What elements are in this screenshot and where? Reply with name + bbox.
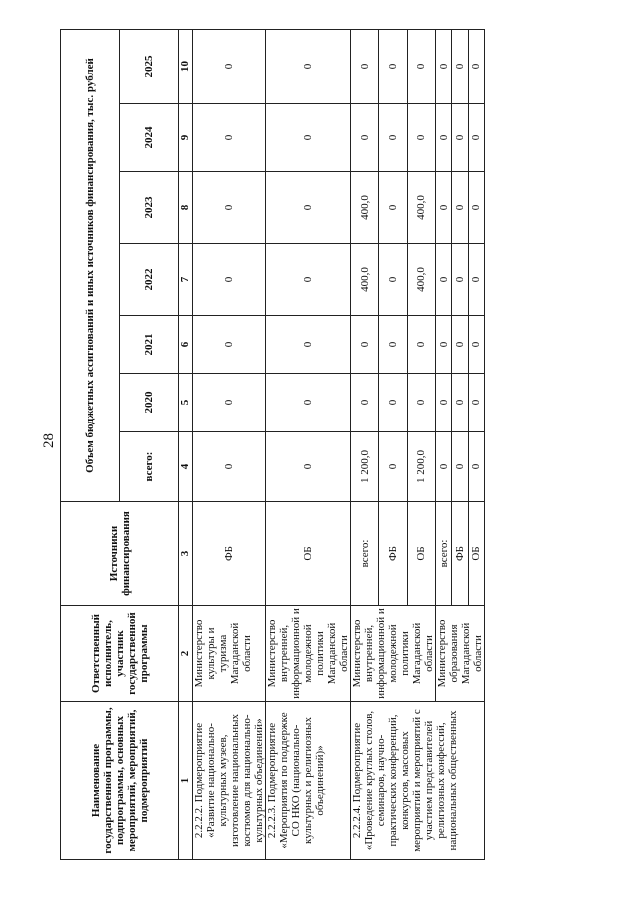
- table-row-name: 2.2.2.4. Подмероприятие «Проведение круглых столов, семинаров, научно-практических конференций, конкурсов, массовых мероприятий и мероприятий с участием представителей религиозных конфессий, национальных общественных: [351, 702, 485, 860]
- table-cell: 0: [452, 172, 468, 244]
- table-cell: 0: [407, 316, 435, 374]
- table-cell: 0: [468, 29, 484, 103]
- column-number: 6: [179, 316, 193, 374]
- header-year: 2025: [120, 29, 179, 103]
- table-row-source: ФБ: [193, 502, 266, 606]
- table-row-executor: Министерство образования Магаданской области: [436, 606, 485, 702]
- table-cell: 0: [193, 432, 266, 502]
- column-number: 1: [179, 702, 193, 860]
- table-cell: 0: [452, 374, 468, 432]
- table-cell: 0: [379, 244, 407, 316]
- table-cell: 400,0: [407, 172, 435, 244]
- table-cell: 0: [452, 29, 468, 103]
- table-cell: 0: [266, 172, 351, 244]
- table-cell: 0: [351, 104, 379, 172]
- table-cell: 0: [266, 432, 351, 502]
- column-number: 4: [179, 432, 193, 502]
- table-row-source: всего:: [351, 502, 379, 606]
- column-number: 2: [179, 606, 193, 702]
- table-cell: 0: [351, 374, 379, 432]
- rotated-table-wrapper: [60, 30, 560, 860]
- header-year: 2023: [120, 172, 179, 244]
- financing-table: [60, 29, 485, 860]
- table-cell: 0: [436, 172, 452, 244]
- table-cell: 0: [379, 316, 407, 374]
- header-year: 2022: [120, 244, 179, 316]
- column-number: 9: [179, 104, 193, 172]
- table-cell: 0: [452, 432, 468, 502]
- table-cell: 1 200,0: [407, 432, 435, 502]
- table-cell: 0: [193, 316, 266, 374]
- table-cell: 0: [266, 104, 351, 172]
- header-executor: Ответственный исполнитель, участник государственной программы: [61, 606, 179, 702]
- table-row-source: ФБ: [379, 502, 407, 606]
- column-number: 8: [179, 172, 193, 244]
- table-cell: 0: [379, 432, 407, 502]
- table-cell: 0: [193, 104, 266, 172]
- table-row-executor: Министерство внутренней, информационной и молодежной политики Магаданской области: [351, 606, 436, 702]
- table-cell: 400,0: [407, 244, 435, 316]
- table-cell: 0: [468, 244, 484, 316]
- table-cell: 400,0: [351, 244, 379, 316]
- table-row-source: всего:: [436, 502, 452, 606]
- page-number: 28: [41, 433, 57, 448]
- table-cell: 0: [452, 244, 468, 316]
- header-year: 2024: [120, 104, 179, 172]
- table-row-source: ОБ: [407, 502, 435, 606]
- column-number: 7: [179, 244, 193, 316]
- table-cell: 0: [266, 316, 351, 374]
- table-cell: 0: [468, 374, 484, 432]
- table-cell: 0: [193, 172, 266, 244]
- table-cell: 0: [351, 316, 379, 374]
- column-number: 5: [179, 374, 193, 432]
- table-cell: 0: [379, 172, 407, 244]
- table-row-source: ОБ: [266, 502, 351, 606]
- table-row-source: ОБ: [468, 502, 484, 606]
- header-year: 2020: [120, 374, 179, 432]
- table-cell: 0: [452, 316, 468, 374]
- column-number: 10: [179, 29, 193, 103]
- table-cell: 0: [468, 432, 484, 502]
- table-cell: 0: [468, 172, 484, 244]
- table-cell: 0: [266, 29, 351, 103]
- table-row-executor: Министерство внутренней, информационной и молодежной политики Магаданской области: [266, 606, 351, 702]
- table-cell: 0: [452, 104, 468, 172]
- table-cell: 0: [436, 104, 452, 172]
- table-cell: 0: [193, 374, 266, 432]
- table-cell: 0: [468, 316, 484, 374]
- table-cell: 0: [436, 432, 452, 502]
- table-cell: 0: [436, 316, 452, 374]
- table-cell: 0: [436, 29, 452, 103]
- header-year: всего:: [120, 432, 179, 502]
- header-source: Источники финансирования: [61, 502, 179, 606]
- header-name: Наименование государственной программы, подпрограммы, основных мероприятий, мероприятий, подмероприятий: [61, 702, 179, 860]
- table-cell: 0: [266, 244, 351, 316]
- table-cell: 0: [193, 244, 266, 316]
- table-row-name: 2.2.2.2. Подмероприятие «Развитие национально-культурных музеев, изготовление национальных костюмов для национально-культурных объединений»: [193, 702, 266, 860]
- table-cell: 0: [407, 374, 435, 432]
- table-cell: 0: [436, 374, 452, 432]
- table-cell: 1 200,0: [351, 432, 379, 502]
- table-cell: 0: [379, 104, 407, 172]
- table-cell: 0: [468, 104, 484, 172]
- table-cell: 0: [379, 374, 407, 432]
- table-cell: 400,0: [351, 172, 379, 244]
- table-row-executor: Министерство культуры и туризма Магаданской области: [193, 606, 266, 702]
- header-year: 2021: [120, 316, 179, 374]
- header-group: Объем бюджетных ассигнований и иных источников финансирования, тыс. рублей: [61, 29, 120, 501]
- table-cell: 0: [193, 29, 266, 103]
- table-cell: 0: [436, 244, 452, 316]
- table-cell: 0: [379, 29, 407, 103]
- table-cell: 0: [407, 29, 435, 103]
- table-cell: 0: [407, 104, 435, 172]
- table-row-source: ФБ: [452, 502, 468, 606]
- table-row-name: 2.2.2.3. Подмероприятие «Мероприятия по поддержке СО НКО (национально-культурных и религиозных объединений)»: [266, 702, 351, 860]
- column-number: 3: [179, 502, 193, 606]
- table-cell: 0: [351, 29, 379, 103]
- table-cell: 0: [266, 374, 351, 432]
